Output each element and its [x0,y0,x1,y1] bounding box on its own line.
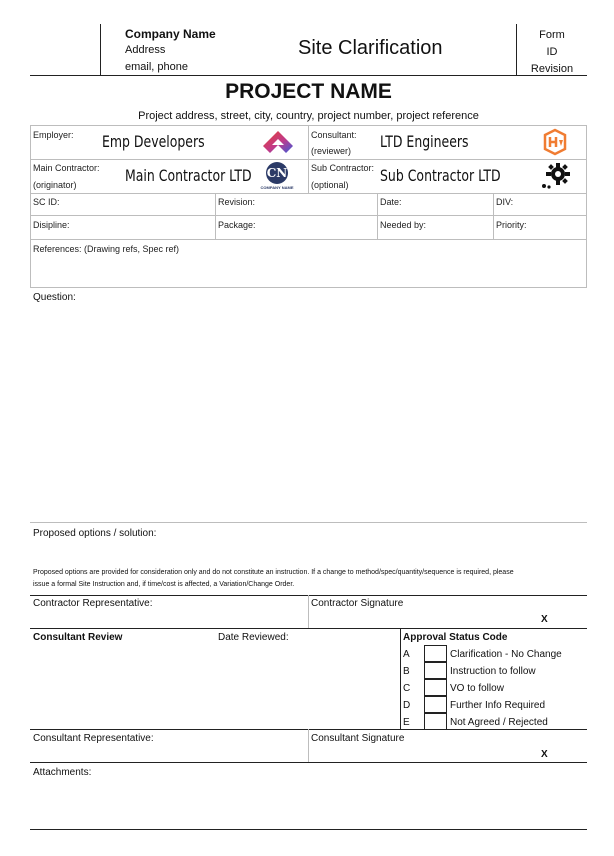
sc-id-field[interactable]: SC ID: [33,197,60,207]
form-revision: Revision [530,63,574,75]
consultant-sub-label: (reviewer) [311,146,352,156]
company-address: Address [125,44,166,56]
code-a: A [403,649,410,660]
main-contractor-sub-label: (originator) [33,180,77,190]
header-divider-left [100,24,101,75]
form-label: Form [539,29,565,41]
disclaimer-line-1: Proposed options are provided for consideration only and do not constitute an instruction. If a change to method/spec/quantity/sequence is required, please [33,569,514,576]
checkbox-d[interactable] [424,696,447,713]
needed-by-field[interactable]: Needed by: [380,220,427,230]
sub-contractor-label: Sub Contractor: [311,163,375,173]
code-e-label: Not Agreed / Rejected [450,717,548,728]
consultant-signature-mark[interactable]: X [541,749,548,760]
form-id: ID [546,46,558,58]
sub-contractor-value: Sub Contractor LTD [380,166,501,185]
discipline-field[interactable]: Disipline: [33,220,70,230]
employer-label: Employer: [33,130,74,140]
code-c-label: VO to follow [450,683,504,694]
code-c: C [403,683,411,694]
priority-field[interactable]: Priority: [496,220,527,230]
code-b: B [403,666,410,677]
question-area[interactable] [30,305,587,519]
company-name: Company Name [125,27,216,41]
checkbox-b[interactable] [424,662,447,679]
disclaimer-line-2: issue a formal Site Instruction and, if time/cost is affected, a Variation/Change Order. [33,581,295,588]
checkbox-e[interactable] [424,713,447,730]
main-contractor-logo-icon [260,162,294,192]
code-d-label: Further Info Required [450,700,546,711]
form-meta [517,27,587,78]
header-bottom-rule [30,75,587,76]
attachments-area[interactable] [30,780,587,828]
consultant-signature-label: Consultant Signature [311,733,405,744]
contractor-signature-mark[interactable]: X [541,614,548,625]
contractor-rep-label: Contractor Representative: [33,598,153,609]
consultant-label: Consultant: [311,130,357,140]
form-title: Site Clarification [298,37,443,59]
checkbox-a[interactable] [424,645,447,662]
main-contractor-value: Main Contractor LTD [125,166,252,185]
checkbox-c[interactable] [424,679,447,696]
attachments-label: Attachments: [33,767,92,778]
contractor-bottom-rule [30,628,587,629]
main-contractor-logo-caption: COMPANY NAME [260,185,294,190]
code-a-label: Clarification - No Change [450,649,562,660]
employer-value: Emp Developers [102,132,205,151]
references-field[interactable]: References: (Drawing refs, Spec ref) [33,244,180,254]
consultant-review-title: Consultant Review [33,632,123,643]
date-field[interactable]: Date: [380,197,402,207]
proposed-label: Proposed options / solution: [33,528,157,539]
main-contractor-logo-mark: CN [266,162,288,184]
consultant-logo-icon [541,128,569,156]
proposed-area[interactable] [30,542,587,564]
code-d: D [403,700,411,711]
date-reviewed-label: Date Reviewed: [218,632,289,643]
approval-status-title: Approval Status Code [403,632,508,643]
main-contractor-label: Main Contractor: [33,163,100,173]
revision-field[interactable]: Revision: [218,197,256,207]
consultant-rep-label: Consultant Representative: [33,733,154,744]
attachments-bottom-rule [30,829,587,830]
code-e: E [403,717,410,728]
code-b-label: Instruction to follow [450,666,536,677]
approval-divider [400,628,401,729]
question-divider [30,522,587,523]
package-field[interactable]: Package: [218,220,256,230]
project-name: PROJECT NAME [225,80,392,103]
consultant-value: LTD Engineers [380,132,469,151]
sub-contractor-sub-label: (optional) [311,180,349,190]
consultant-bottom-rule [30,762,587,763]
employer-logo-icon [262,130,294,154]
contractor-signature-label: Contractor Signature [311,598,404,609]
question-label: Question: [33,292,76,303]
gear-logo-icon [540,162,570,190]
company-contact: email, phone [125,61,188,73]
project-details: Project address, street, city, country, project number, project reference [138,110,479,122]
div-field[interactable]: DIV: [496,197,514,207]
